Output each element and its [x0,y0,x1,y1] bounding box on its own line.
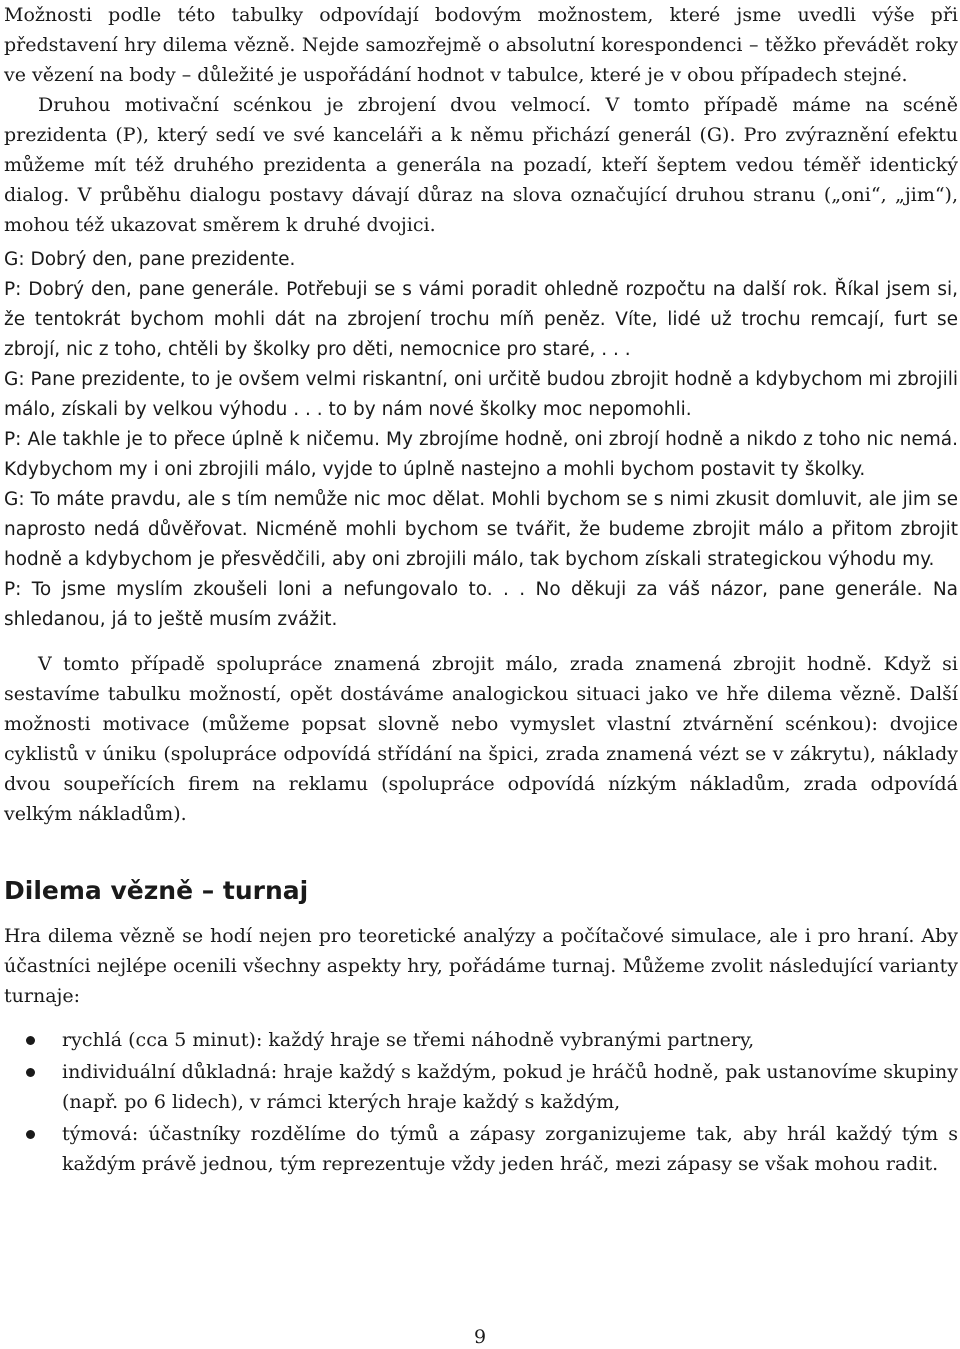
dialog-text: : To máte pravdu, ale s tím nemůže nic moc dělat. Mohli bychom se s nimi zkusit domluvit, ale jim se naprosto nedá důvěřovat. Nicméně mohli bychom se tvářit, že budeme zbrojit málo a přitom zbrojit hodně a kdybychom je přesvědčili, aby oni zbrojili málo, tak bychom získali strategickou výhodu my. [4,489,958,570]
tournament-variants-list [4,1025,958,1179]
dialog-text: : Ale takhle je to přece úplně k ničemu. My zbrojíme hodně, oni zbrojí hodně a nikdo z toho nic nemá. Kdybychom my i oni zbrojili málo, vyjde to úplně nastejno a mohli bychom postavit ty školky. [4,429,958,480]
dialog-line [4,485,958,575]
paragraph-table-correspondence: Možnosti podle této tabulky odpovídají bodovým možnostem, které jsme uvedli výše při představení hry dilema vězně. Nejde samozřejmě o absolutní korespondenci – těžko převádět roky ve vězení na body – důležité je uspořádání hodnot v tabulce, které je v obou případech stejné. [4,4,958,86]
dialog-text: : Dobrý den, pane generále. Potřebuji se s vámi poradit ohledně rozpočtu na další rok. Říkal jsem si, že tentokrát bychom mohli dát na zbrojení trochu míň peněz. Víte, lidé už trochu remcají, furt se zbrojí, nic z toho, chtěli by školky pro děti, nemocnice pro staré, . . . [4,279,958,360]
dialog-speaker: P [4,429,16,450]
dialog-speaker: P [4,579,16,600]
list-item-text: individuální důkladná: hraje každý s každým, pokud je hráčů hodně, pak ustanovíme skupiny (např. po 6 lidech), v rámci kterých hraje každý s každým, [62,1061,958,1113]
dialog-text: : To jsme myslím zkoušeli loni a nefungovalo to. . . No děkuji za váš názor, pane generále. Na shledanou, já to ještě musím zvážit. [4,579,958,630]
dialog-speaker: G [4,369,19,390]
list-item-text: týmová: účastníky rozdělíme do týmů a zápasy zorganizujeme tak, aby hrál každý tým s každým právě jednou, tým reprezentuje vždy jeden hráč, mezi zápasy se však mohou radit. [62,1123,958,1175]
dialog-line [4,425,958,485]
document-page [4,0,958,1181]
dialog-line [4,245,958,275]
dialog-speaker: G [4,489,19,510]
bullet-icon [26,1068,35,1077]
bullet-icon [26,1130,35,1139]
dialog-block [4,245,958,635]
dialog-line [4,365,958,425]
dialog-line [4,275,958,365]
dialog-text: : Pane prezidente, to je ovšem velmi riskantní, oni určitě budou zbrojit hodně a kdybychom mi zbrojili málo, získali by velkou výhodu . . . to by nám nové školky moc nepomohli. [4,369,958,420]
list-item-text: rychlá (cca 5 minut): každý hraje se třemi náhodně vybranými partnery, [62,1029,755,1051]
list-item [4,1057,958,1117]
list-item [4,1119,958,1179]
dialog-speaker: G [4,249,19,270]
bullet-icon [26,1036,35,1045]
paragraph-tournament-intro: Hra dilema vězně se hodí nejen pro teoretické analýzy a počítačové simulace, ale i pro hraní. Aby účastníci nejlépe ocenili všechny aspekty hry, pořádáme turnaj. Můžeme zvolit následující varianty turnaje: [4,925,958,1007]
dialog-line [4,575,958,635]
list-item [4,1025,958,1055]
dialog-text: : Dobrý den, pane prezidente. [18,249,296,270]
dialog-speaker: P [4,279,16,300]
page-number: 9 [473,1326,487,1348]
paragraph-cooperation-meaning: V tomto případě spolupráce znamená zbrojit málo, zrada znamená zbrojit hodně. Když si sestavíme tabulku možností, opět dostáváme analogickou situaci jako ve hře dilema vězně. Další možnosti motivace (můžeme popsat slovně nebo vymyslet vlastní ztvárnění scénkou): dvojice cyklistů v úniku (spolupráce odpovídá střídání na špici, zrada znamená vézt se v zákrytu), náklady dvou soupeřících firem na reklamu (spolupráce odpovídá nízkým nákladům, zrada odpovídá velkým nákladům). [4,653,958,825]
paragraph-arms-race-scene: Druhou motivační scénkou je zbrojení dvou velmocí. V tomto případě máme na scéně prezidenta (P), který sedí ve své kanceláři a k němu přichází generál (G). Pro zvýraznění efektu můžeme mít též druhého prezidenta a generála na pozadí, kteří šeptem vedou téměř identický dialog. V průběhu dialogu postavy dávají důraz na slova označující druhou stranu („oni“, „jim“), mohou též ukazovat směrem k druhé dvojici. [4,94,958,236]
section-heading: Dilema vězně – turnaj [4,876,309,905]
